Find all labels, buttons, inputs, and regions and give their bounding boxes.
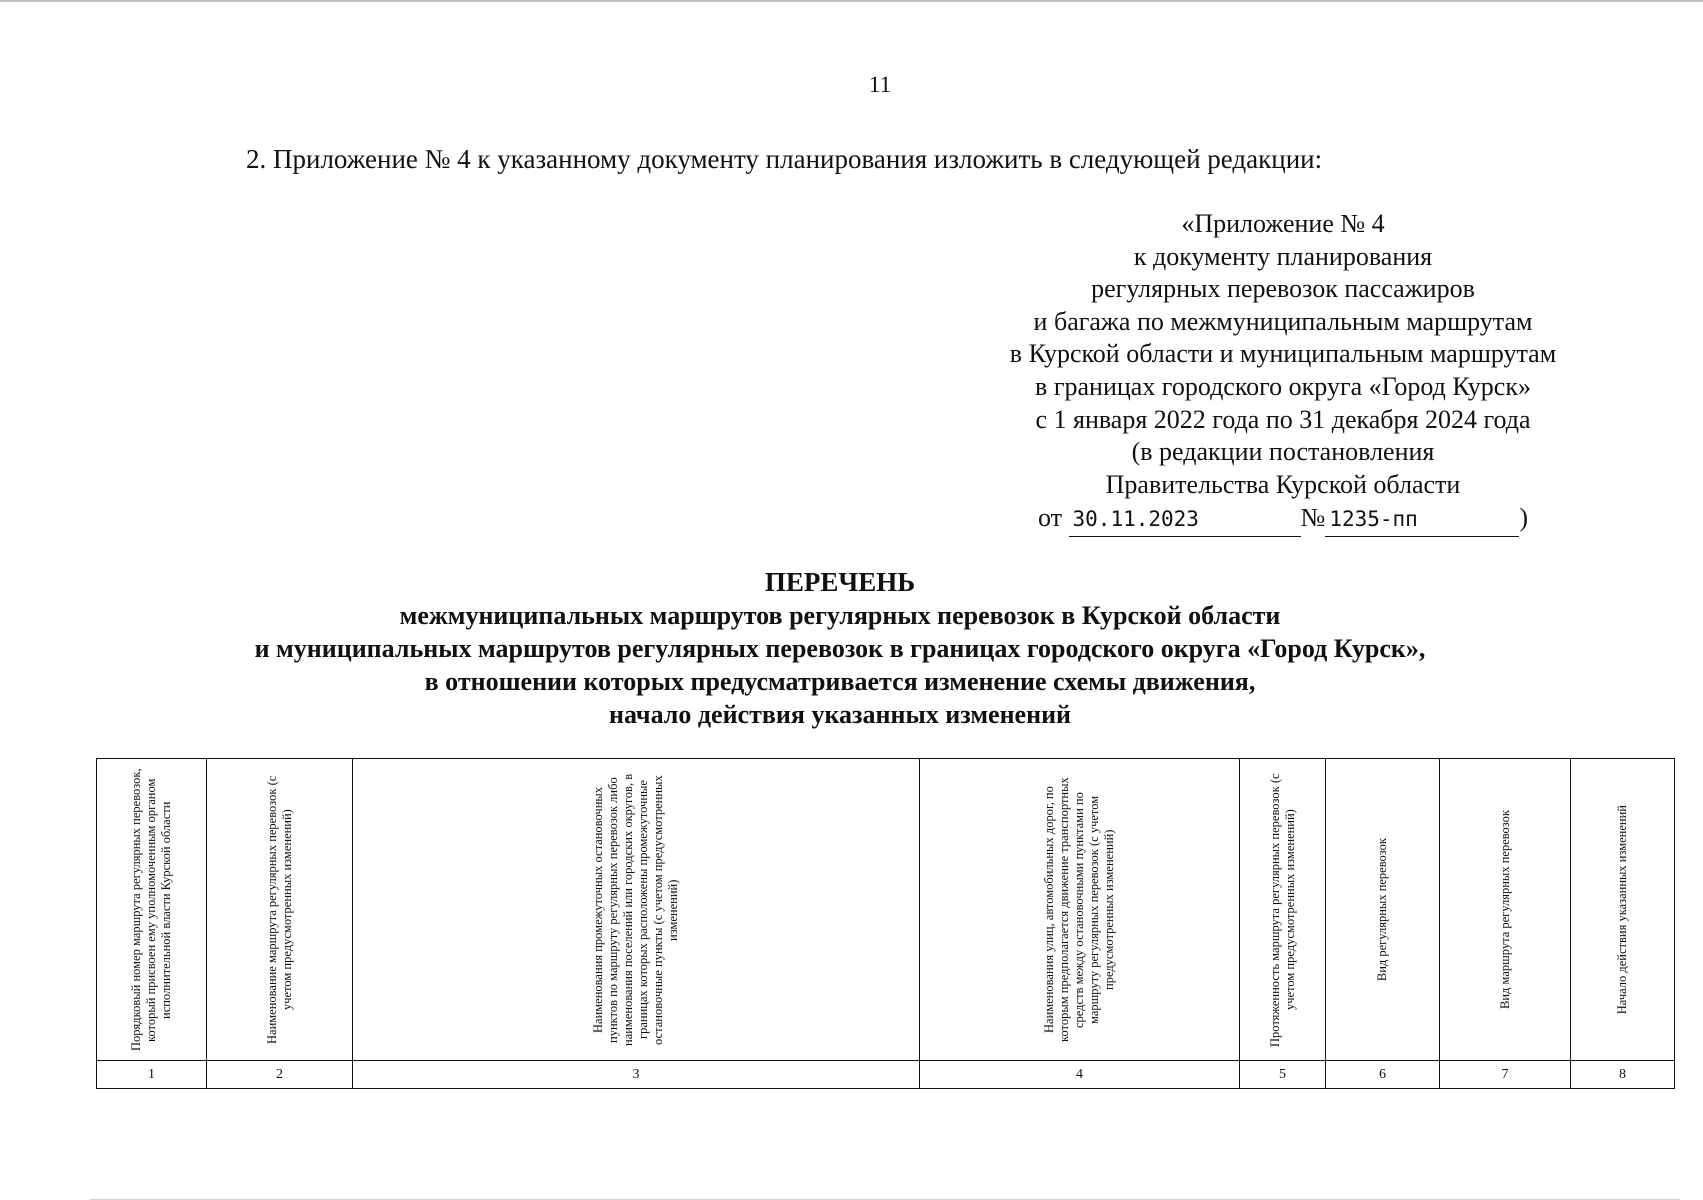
column-header-text: Начало действия указанных изменений — [1615, 804, 1629, 1015]
appendix-line: и багажа по межмуниципальным маршрутам — [1033, 306, 1533, 336]
column-number: 1 — [97, 1061, 207, 1089]
column-header — [920, 759, 1240, 1061]
column-header — [1326, 759, 1440, 1061]
table-header-row — [97, 759, 1675, 1061]
column-header-text: Вид маршрута регулярных перевозок — [1497, 810, 1512, 1009]
column-header-text: Вид регулярных перевозок — [1375, 837, 1389, 982]
closing-paren: ) — [1519, 503, 1528, 533]
column-header-text: Наименование маршрута регулярных перевозок (с учетом предусмотренных изменений) — [264, 775, 294, 1044]
appendix-line: в границах городского округа «Город Курск» — [1035, 371, 1531, 401]
appendix-line: регулярных перевозок пассажиров — [1091, 274, 1475, 304]
column-header — [207, 759, 353, 1061]
amendment-paragraph: 2. Приложение № 4 к указанному документу планирования изложить в следующей редакции: — [246, 144, 1323, 174]
page-number: 11 — [868, 72, 892, 97]
column-number: 8 — [1571, 1061, 1675, 1089]
heading-line: межмуниципальных маршрутов регулярных перевозок в Курской области — [399, 601, 1281, 630]
column-header-text: Протяженность маршрута регулярных перевозок (с учетом предусмотренных изменений) — [1267, 772, 1297, 1047]
number-sign: № — [1300, 503, 1326, 533]
column-number: 3 — [353, 1061, 920, 1089]
heading-line: и муниципальных маршрутов регулярных перевозок в границах городского округа «Город Курск», — [254, 634, 1426, 663]
column-header — [353, 759, 920, 1061]
heading-line: в отношении которых предусматривается изменение схемы движения, — [424, 667, 1256, 696]
column-number: 5 — [1240, 1061, 1326, 1089]
appendix-block — [1009, 208, 1703, 537]
column-header — [1240, 759, 1326, 1061]
column-number: 6 — [1326, 1061, 1440, 1089]
list-heading — [0, 566, 1680, 731]
column-header — [1440, 759, 1571, 1061]
column-header-text: Порядковый номер маршрута регулярных перевозок, который присвоен ему уполномоченным органом исполнительной власти Курской области — [129, 768, 173, 1051]
column-number: 4 — [920, 1061, 1240, 1089]
decree-date: 30.11.2023 — [1069, 502, 1301, 537]
signature-prefix: от — [1037, 503, 1063, 533]
decree-number: 1235-пп — [1325, 502, 1519, 537]
appendix-line: Правительства Курской области — [1105, 469, 1461, 499]
appendix-line: в Курской области и муниципальным маршрутам — [1009, 339, 1557, 369]
appendix-line: (в редакции постановления — [1131, 437, 1435, 467]
appendix-line: с 1 января 2022 года по 31 декабря 2024 года — [1035, 404, 1531, 434]
column-header-text: Наименования улиц, автомобильных дорог, по которым предполагается движение транспортных средств между остановочными пунктами по маршруту регулярных перевозок (с учетом предусмотренных изменений) — [1042, 777, 1116, 1042]
column-number: 2 — [207, 1061, 353, 1089]
routes-table — [96, 758, 1675, 1089]
appendix-line: к документу планирования — [1133, 241, 1433, 271]
column-header — [97, 759, 207, 1061]
column-number: 7 — [1440, 1061, 1571, 1089]
signature-line — [783, 501, 1703, 537]
heading-title: ПЕРЕЧЕНЬ — [764, 567, 916, 597]
column-header-text: Наименования промежуточных остановочных пунктов по маршруту регулярных перевозок либо наименования поселений или городских округов, в границах которых расположены промежуточные остановочные пункты (с учетом предусмотренных изменений) — [591, 773, 680, 1046]
column-header — [1571, 759, 1675, 1061]
appendix-line: «Приложение № 4 — [1181, 209, 1385, 238]
column-number-row — [97, 1061, 1675, 1089]
heading-line: начало действия указанных изменений — [608, 700, 1072, 729]
top-scan-edge — [0, 0, 1703, 2]
